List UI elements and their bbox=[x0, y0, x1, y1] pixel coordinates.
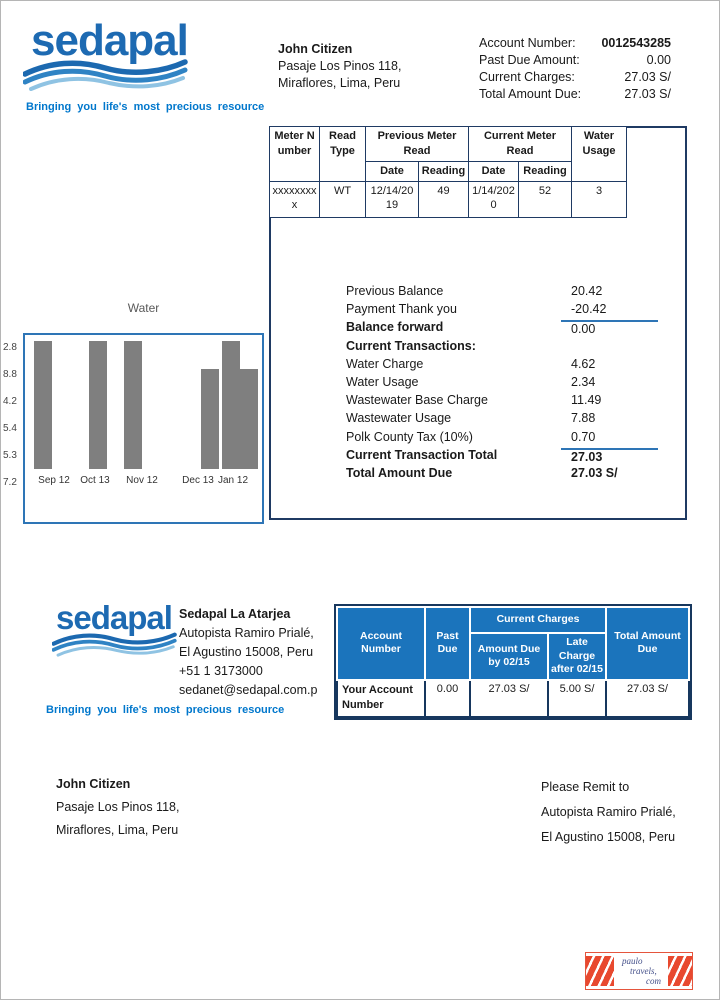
previous-date-header: Date bbox=[366, 161, 419, 181]
y-axis-tick: 7.2 bbox=[3, 477, 17, 488]
account-number-header: Account Number bbox=[337, 607, 425, 680]
transaction-list bbox=[346, 284, 658, 484]
current-reading-cell: 52 bbox=[519, 181, 572, 217]
summary-row-current-charges bbox=[479, 69, 671, 86]
x-axis-label: Oct 13 bbox=[80, 475, 110, 486]
x-axis-label: Dec 13 bbox=[182, 475, 214, 486]
remit-to-title: Please Remit to bbox=[541, 780, 630, 794]
transaction-label: Payment Thank you bbox=[346, 302, 457, 317]
watermark-stripes-right-icon bbox=[668, 956, 692, 986]
chart-bar bbox=[34, 341, 52, 469]
chart-bar bbox=[201, 369, 219, 469]
transaction-label: Previous Balance bbox=[346, 284, 444, 298]
y-axis-tick: 8.8 bbox=[3, 369, 17, 380]
paulo-travels-watermark bbox=[585, 952, 693, 990]
summary-row-total-due bbox=[479, 86, 671, 103]
summary-value: 0012543285 bbox=[601, 36, 671, 50]
y-axis-tick: 5.3 bbox=[3, 450, 17, 461]
watermark-line: paulo bbox=[622, 956, 643, 966]
previous-reading-cell: 49 bbox=[419, 181, 469, 217]
transaction-row bbox=[346, 284, 658, 302]
watermark-line: travels, bbox=[630, 966, 657, 976]
remit-to-address-line2: El Agustino 15008, Peru bbox=[541, 830, 676, 844]
summary-value: 27.03 S/ bbox=[624, 87, 671, 101]
current-charges-header: Current Charges bbox=[470, 607, 606, 633]
summary-label: Past Due Amount: bbox=[479, 53, 580, 67]
transaction-label: Wastewater Usage bbox=[346, 411, 452, 426]
company-email: sedanet@sedapal.com.p bbox=[179, 683, 318, 697]
transaction-value: 27.03 bbox=[561, 448, 658, 466]
meter-read-table bbox=[269, 126, 627, 218]
read-type-header: Read Type bbox=[320, 127, 366, 182]
transaction-row bbox=[346, 320, 658, 338]
transaction-value: 0.00 bbox=[561, 320, 658, 338]
transaction-value: 2.34 bbox=[571, 374, 596, 389]
y-axis-tick: 4.2 bbox=[3, 396, 17, 407]
recipient-address-line2: Miraflores, Lima, Peru bbox=[278, 76, 401, 90]
transaction-value: -20.42 bbox=[571, 302, 607, 317]
past-due-cell: 0.00 bbox=[425, 680, 470, 717]
account-summary bbox=[479, 35, 671, 103]
x-axis-label: Sep 12 bbox=[38, 475, 70, 486]
company-address bbox=[179, 605, 317, 700]
transaction-row bbox=[346, 448, 658, 466]
current-reading-header: Reading bbox=[519, 161, 572, 181]
water-usage-header: Water Usage bbox=[572, 127, 627, 182]
sedapal-logo-footer bbox=[56, 601, 177, 657]
company-phone: +51 1 3173000 bbox=[179, 664, 263, 678]
recipient-name: John Citizen bbox=[278, 42, 353, 56]
total-amount-due-cell: 27.03 S/ bbox=[606, 680, 689, 717]
chart-bar bbox=[240, 369, 258, 469]
watermark-text bbox=[614, 953, 668, 989]
transaction-label: Water Charge bbox=[346, 356, 424, 371]
water-usage-cell: 3 bbox=[572, 181, 627, 217]
transaction-row bbox=[346, 430, 658, 448]
tagline: Bringing you life's most precious resource bbox=[26, 101, 265, 113]
previous-reading-header: Reading bbox=[419, 161, 469, 181]
amount-due-by-cell: 27.03 S/ bbox=[470, 680, 548, 717]
x-axis-label: Jan 12 bbox=[217, 475, 249, 486]
summary-label: Account Number: bbox=[479, 36, 576, 50]
read-type-cell: WT bbox=[320, 181, 366, 217]
total-amount-due-header: Total Amount Due bbox=[606, 607, 689, 680]
company-name: Sedapal La Atarjea bbox=[179, 607, 291, 621]
chart-bar bbox=[89, 341, 107, 469]
account-number-cell: Your Account Number bbox=[337, 680, 425, 717]
transaction-row bbox=[346, 375, 658, 393]
transaction-value: 27.03 S/ bbox=[571, 465, 618, 480]
transaction-label: Current Transactions: bbox=[346, 338, 476, 353]
transaction-value: 0.70 bbox=[571, 429, 596, 444]
current-date-cell: 1/14/2020 bbox=[469, 181, 519, 217]
transaction-row bbox=[346, 357, 658, 375]
customer-name: John Citizen bbox=[56, 777, 131, 791]
sedapal-logo-text: sedapal bbox=[56, 599, 172, 636]
remit-to-address bbox=[541, 775, 676, 850]
meter-number-header: Meter Number bbox=[270, 127, 320, 182]
transaction-label: Water Usage bbox=[346, 374, 419, 389]
amount-due-by-header: Amount Due by 02/15 bbox=[470, 633, 548, 680]
transaction-label: Balance forward bbox=[346, 320, 444, 335]
meter-number-cell: xxxxxxxxx bbox=[270, 181, 320, 217]
transaction-row bbox=[346, 466, 658, 484]
current-date-header: Date bbox=[469, 161, 519, 181]
late-charge-header: Late Charge after 02/15 bbox=[548, 633, 606, 680]
summary-label: Total Amount Due: bbox=[479, 87, 582, 101]
tagline: Bringing you life's most precious resource bbox=[46, 704, 285, 716]
customer-remit-address bbox=[56, 773, 179, 842]
x-axis-label: Nov 12 bbox=[126, 475, 158, 486]
transaction-label: Wastewater Base Charge bbox=[346, 393, 488, 408]
summary-row-past-due bbox=[479, 52, 671, 69]
chart-title: Water bbox=[127, 301, 160, 315]
y-axis-tick: 5.4 bbox=[3, 423, 17, 434]
payment-summary-table bbox=[334, 604, 692, 720]
remit-to-address-line1: Autopista Ramiro Prialé, bbox=[541, 805, 676, 819]
customer-address-line2: Miraflores, Lima, Peru bbox=[56, 823, 179, 837]
chart-bar bbox=[222, 341, 240, 469]
transaction-value: 11.49 bbox=[571, 393, 602, 408]
summary-value: 0.00 bbox=[646, 53, 671, 67]
previous-date-cell: 12/14/2019 bbox=[366, 181, 419, 217]
y-axis-tick: 2.8 bbox=[3, 342, 17, 353]
transaction-row bbox=[346, 411, 658, 429]
transaction-row bbox=[346, 339, 658, 357]
late-charge-cell: 5.00 S/ bbox=[548, 680, 606, 717]
water-usage-chart bbox=[23, 333, 264, 524]
summary-row-account-number bbox=[479, 35, 671, 52]
transaction-value: 20.42 bbox=[571, 284, 603, 298]
watermark-line: com bbox=[646, 976, 661, 986]
sedapal-logo bbox=[31, 16, 188, 91]
transaction-value: 4.62 bbox=[571, 356, 596, 371]
sedapal-logo-text: sedapal bbox=[31, 16, 188, 65]
company-address-line1: Autopista Ramiro Prialé, bbox=[179, 626, 314, 640]
recipient-address bbox=[278, 41, 401, 92]
summary-label: Current Charges: bbox=[479, 70, 575, 84]
company-address-line2: El Agustino 15008, Peru bbox=[179, 645, 314, 659]
transaction-label: Polk County Tax (10%) bbox=[346, 429, 473, 444]
transaction-label: Total Amount Due bbox=[346, 465, 453, 480]
transaction-row bbox=[346, 393, 658, 411]
recipient-address-line1: Pasaje Los Pinos 118, bbox=[278, 59, 402, 73]
transaction-value: 7.88 bbox=[571, 411, 596, 426]
chart-bar bbox=[124, 341, 142, 469]
transaction-label: Current Transaction Total bbox=[346, 447, 498, 462]
past-due-header: Past Due bbox=[425, 607, 470, 680]
previous-meter-read-header: Previous Meter Read bbox=[366, 127, 469, 162]
summary-value: 27.03 S/ bbox=[624, 70, 671, 84]
transaction-row bbox=[346, 302, 658, 320]
current-meter-read-header: Current Meter Read bbox=[469, 127, 572, 162]
transaction-value bbox=[571, 339, 658, 357]
customer-address-line1: Pasaje Los Pinos 118, bbox=[56, 800, 180, 814]
watermark-stripes-left-icon bbox=[586, 956, 614, 986]
